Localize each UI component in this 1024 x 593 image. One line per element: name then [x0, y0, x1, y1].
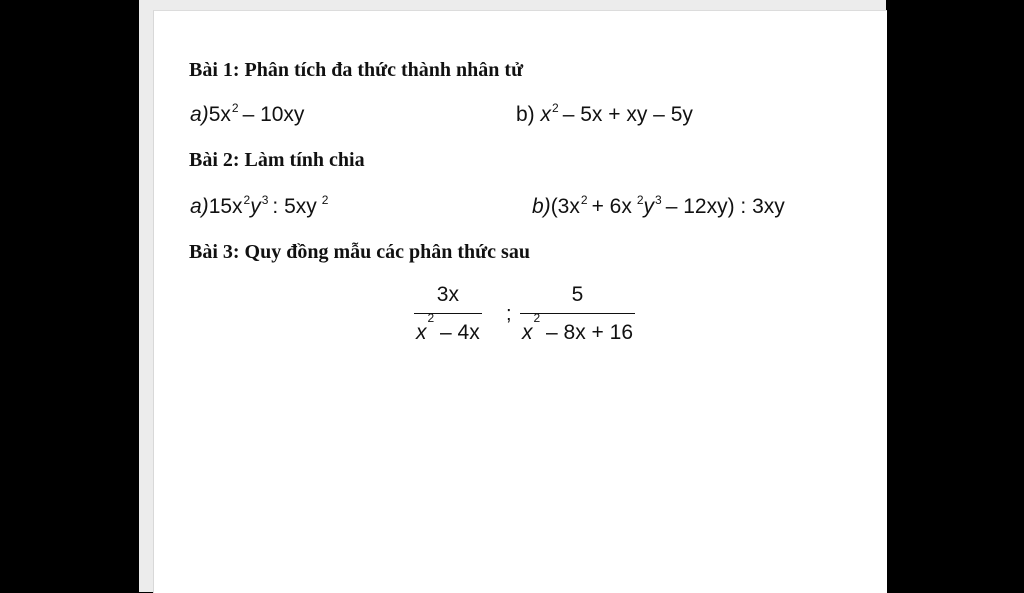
fraction-2-numerator: 5	[571, 283, 584, 306]
exercise-1b: b) $x^2 - 5x$ + xy – 5y	[516, 101, 693, 126]
document-sheet	[153, 10, 887, 593]
fraction-separator: ;	[506, 303, 512, 325]
fraction-1-denominator: $x^2 - 4x$	[416, 311, 480, 344]
exercise-2-title: Bài 2: Làm tính chia	[189, 149, 365, 171]
fraction-1	[414, 283, 482, 345]
exercise-2b: $b)(3x^2 + 6x$ $^2y^3 - 12xy$) : 3xy	[532, 193, 785, 218]
fraction-2-denominator: $x^2 - 8x + 16$	[522, 311, 634, 344]
fraction-1-numerator: 3x	[436, 283, 459, 306]
exercise-2a: $a)15x^2y^3$ : 5xy $^2$	[190, 193, 329, 218]
fraction-2	[520, 283, 635, 345]
exercise-3-title: Bài 3: Quy đồng mẫu các phân thức sau	[189, 241, 530, 263]
exercise-1b-label: b)	[516, 103, 535, 126]
exercise-1a: $a)5x^2 - 10xy$	[190, 101, 305, 126]
exercise-1a-label: a)	[190, 103, 209, 126]
exercise-1-title: Bài 1: Phân tích đa thức thành nhân tử	[189, 59, 524, 81]
document-page	[139, 0, 886, 592]
